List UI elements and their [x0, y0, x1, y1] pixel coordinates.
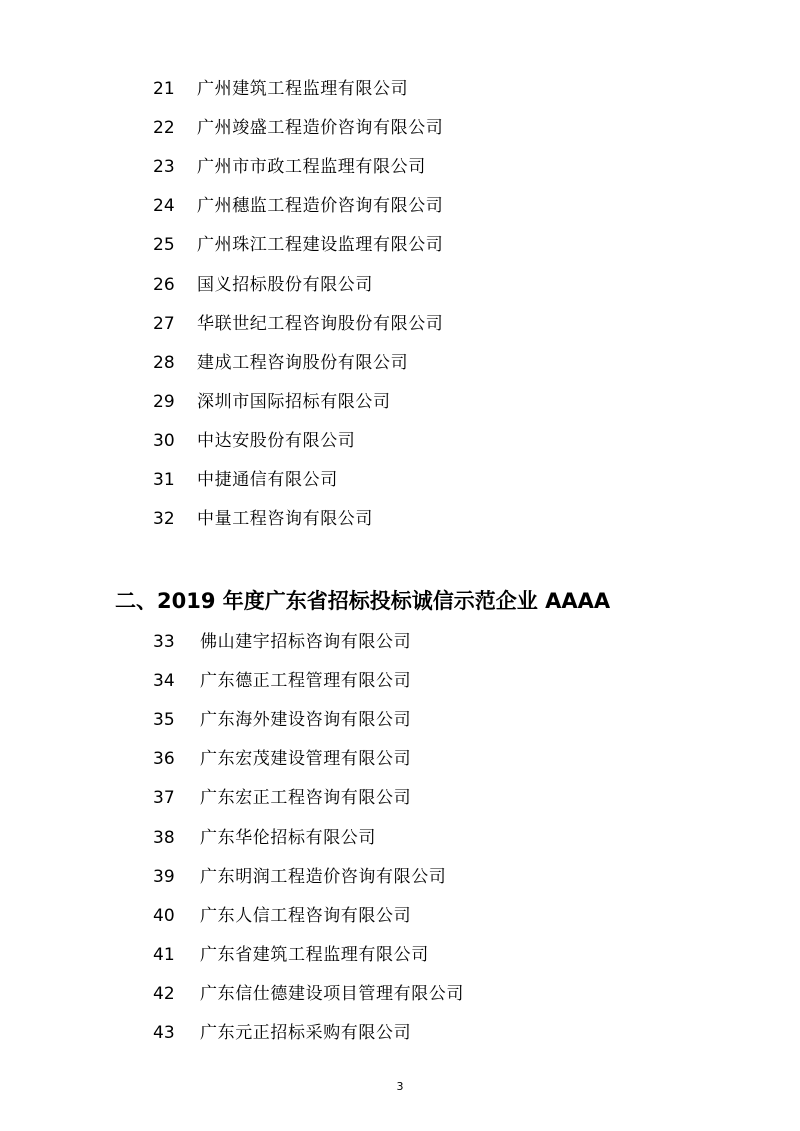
- company-name: 中捷通信有限公司: [197, 470, 338, 490]
- company-name: 广州市市政工程监理有限公司: [197, 157, 426, 178]
- company-name: 广东宏正工程咨询有限公司: [200, 788, 412, 809]
- company-name: 广州建筑工程监理有限公司: [197, 79, 409, 99]
- company-name: 广东海外建设咨询有限公司: [200, 710, 412, 731]
- item-number: 42: [153, 983, 175, 1004]
- item-number: 35: [153, 710, 175, 731]
- item-number: 25: [153, 235, 175, 256]
- item-number: 30: [153, 430, 175, 451]
- company-name: 广州竣盛工程造价咨询有限公司: [197, 118, 444, 139]
- company-name: 广东明润工程造价咨询有限公司: [200, 866, 447, 887]
- item-number: 21: [153, 79, 175, 99]
- company-name: 中达安股份有限公司: [197, 430, 356, 451]
- company-name: 佛山建宇招标咨询有限公司: [200, 632, 412, 652]
- item-number: 24: [153, 196, 175, 217]
- item-number: 40: [153, 905, 175, 926]
- company-name: 广东省建筑工程监理有限公司: [200, 944, 429, 965]
- item-number: 31: [153, 470, 175, 490]
- company-name: 中量工程咨询有限公司: [197, 509, 373, 530]
- company-name: 国义招标股份有限公司: [197, 274, 373, 295]
- item-number: 34: [153, 671, 175, 692]
- company-name: 广州穗监工程造价咨询有限公司: [197, 196, 444, 217]
- item-number: 36: [153, 749, 175, 770]
- item-number: 27: [153, 313, 175, 334]
- company-name: 广东宏茂建设管理有限公司: [200, 749, 412, 770]
- item-number: 23: [153, 157, 175, 178]
- company-name: 华联世纪工程咨询股份有限公司: [197, 313, 444, 334]
- item-number: 33: [153, 632, 175, 652]
- company-name: 广东德正工程管理有限公司: [200, 671, 412, 692]
- item-number: 28: [153, 352, 175, 373]
- item-number: 29: [153, 391, 175, 412]
- item-number: 37: [153, 788, 175, 809]
- company-name: 广东人信工程咨询有限公司: [200, 905, 412, 926]
- section-heading: 二、2019 年度广东省招标投标诚信示范企业 AAAA: [115, 589, 611, 613]
- company-name: 广东华伦招标有限公司: [200, 827, 376, 848]
- company-name: 建成工程咨询股份有限公司: [197, 352, 409, 373]
- company-name: 广东信仕德建设项目管理有限公司: [200, 983, 464, 1004]
- page-number: 3: [396, 1080, 404, 1093]
- item-number: 39: [153, 866, 175, 887]
- company-name: 广东元正招标采购有限公司: [200, 1023, 412, 1043]
- company-name: 深圳市国际招标有限公司: [197, 391, 391, 412]
- item-number: 38: [153, 827, 175, 848]
- item-number: 32: [153, 509, 175, 530]
- item-number: 22: [153, 118, 175, 139]
- item-number: 41: [153, 944, 175, 965]
- company-name: 广州珠江工程建设监理有限公司: [197, 235, 444, 256]
- item-number: 26: [153, 274, 175, 295]
- item-number: 43: [153, 1023, 175, 1043]
